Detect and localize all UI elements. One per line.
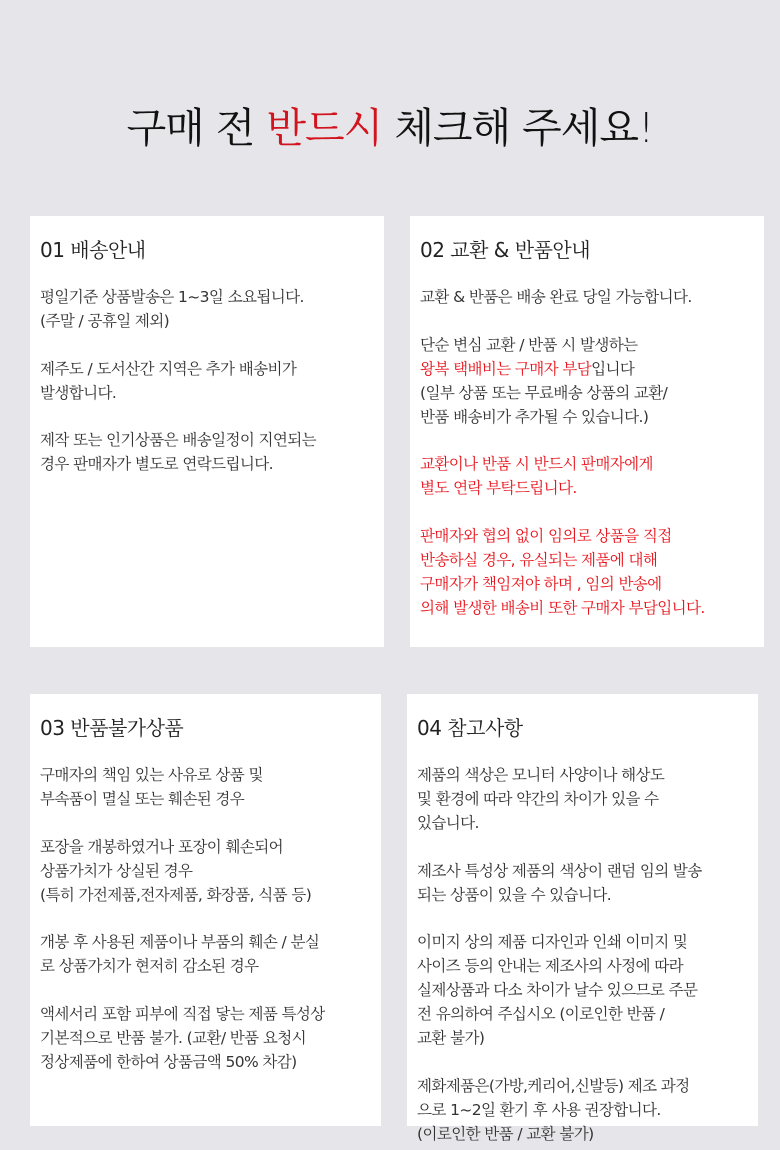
paragraph-lead: 단순 변심 교환 / 반품 시 발생하는 [420, 335, 638, 354]
card-heading: 02 교환 & 반품안내 [420, 238, 591, 262]
card-paragraph: 개봉 후 사용된 제품이나 부품의 훼손 / 분실 로 상품가치가 현저히 감소된 경우 [40, 933, 320, 975]
card-paragraph: 평일기준 상품발송은 1~3일 소요됩니다. (주말 / 공휴일 제외) [40, 288, 304, 330]
notes-card [407, 694, 758, 1143]
paragraph-trailing: 입니다 (일부 상품 또는 무료배송 상품의 교환/ 반품 배송비가 추가될 수 있습니다.) [420, 359, 668, 426]
exchange-return-card [410, 216, 764, 647]
card-paragraph: 액세서리 포함 피부에 직접 닿는 제품 특성상 기본적으로 반품 불가. (교환/ 반품 요청시 정상제품에 한하여 상품금액 50% 차감) [40, 1004, 325, 1071]
card-paragraph: 제화제품은(가방,케리어,신발등) 제조 과정 으로 1~2일 환기 후 사용 권장합니다. (이로인한 반품 / 교환 불가) [417, 1076, 690, 1143]
card-paragraph-warning: 판매자와 협의 없이 임의로 상품을 직접 반송하실 경우, 유실되는 제품에 대해 구매자가 책임져야 하며 , 임의 반송에 의해 발생한 배송비 또한 구매자 부담입니다. [420, 526, 705, 617]
title-highlight: 반드시 [266, 104, 383, 152]
card-heading: 04 참고사항 [417, 716, 523, 740]
paragraph-red-highlight: 왕복 택배비는 구매자 부담 [420, 359, 592, 378]
card-paragraph: 구매자의 책임 있는 사유로 상품 및 부속품이 멸실 또는 훼손된 경우 [40, 766, 263, 808]
shipping-info-card [30, 216, 384, 647]
title-part1: 구매 전 [126, 104, 267, 152]
card-paragraph: 제작 또는 인기상품은 배송일정이 지연되는 경우 판매자가 별도로 연락드립니다. [40, 431, 317, 473]
card-paragraph: 이미지 상의 제품 디자인과 인쇄 이미지 및 사이즈 등의 안내는 제조사의 사정에 따라 실제상품과 다소 차이가 날수 있으므로 주문 전 유의하여 주십시오 (이로인한 반품 / 교환 불가) [417, 933, 698, 1047]
card-heading: 01 배송안내 [40, 238, 146, 262]
title-part2: 체크해 주세요! [382, 104, 654, 152]
card-paragraph: 제주도 / 도서산간 지역은 추가 배송비가 발생합니다. [40, 359, 297, 402]
page-title [0, 95, 780, 154]
card-paragraph: 제품의 색상은 모니터 사양이나 해상도 및 환경에 따라 약간의 차이가 있을 수 있습니다. [417, 766, 665, 832]
non-returnable-card [30, 694, 381, 1126]
card-paragraph: 교환 & 반품은 배송 완료 당일 가능합니다. [420, 288, 692, 306]
card-paragraph-mixed [420, 333, 754, 429]
card-paragraph: 제조사 특성상 제품의 색상이 랜덤 임의 발송 되는 상품이 있을 수 있습니다. [417, 861, 702, 904]
card-paragraph-warning: 교환이나 반품 시 반드시 판매자에게 별도 연락 부탁드립니다. [420, 455, 653, 497]
card-paragraph: 포장을 개봉하였거나 포장이 훼손되어 상품가치가 상실된 경우 (특히 가전제품,전자제품, 화장품, 식품 등) [40, 837, 312, 904]
card-heading: 03 반품불가상품 [40, 716, 184, 740]
